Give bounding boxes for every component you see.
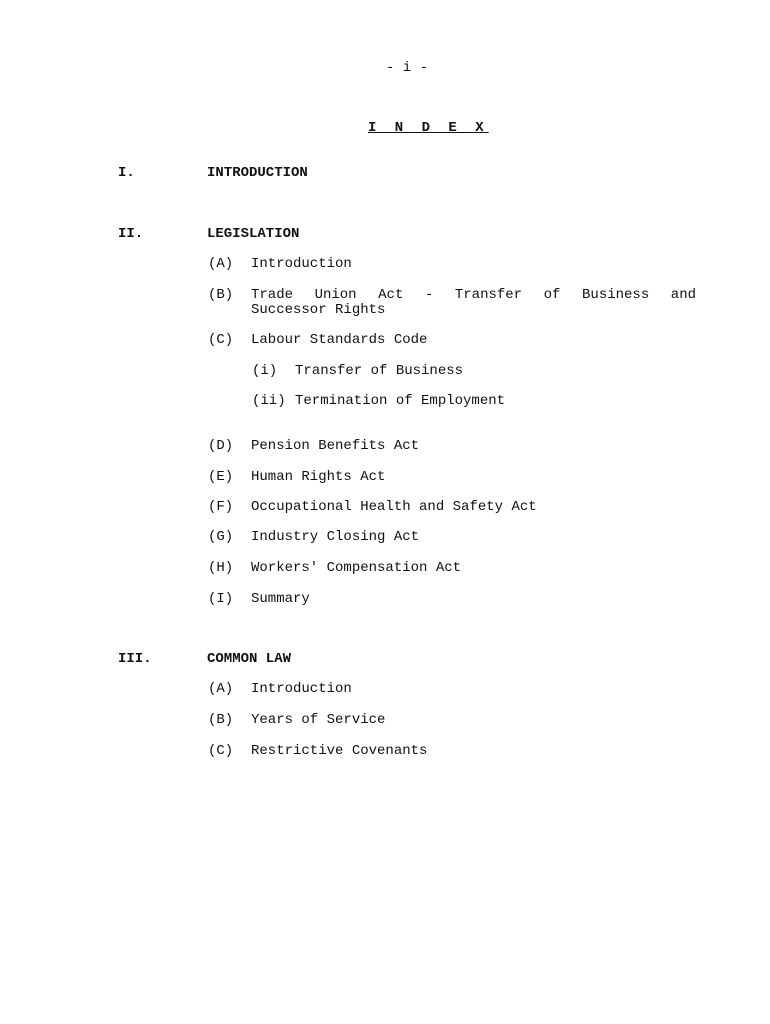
item-text: Introduction	[251, 256, 352, 272]
item-text: Workers' Compensation Act	[251, 560, 462, 576]
subitem-numeral: (i)	[252, 363, 278, 379]
subitem-numeral: (ii)	[252, 393, 286, 409]
item-letter: (H)	[208, 560, 234, 576]
item-text: Human Rights Act	[251, 469, 386, 485]
subitem-text: Transfer of Business	[295, 363, 464, 379]
item-text: Labour Standards Code	[251, 332, 428, 348]
section-numeral: I.	[118, 165, 135, 181]
section-numeral: II.	[118, 226, 144, 242]
item-text: Years of Service	[251, 712, 386, 728]
item-letter: (I)	[208, 591, 234, 607]
item-letter: (C)	[208, 332, 234, 348]
item-letter: (B)	[208, 712, 234, 728]
index-title: I N D E X	[368, 120, 489, 136]
item-text: Pension Benefits Act	[251, 438, 420, 454]
item-text: Introduction	[251, 681, 352, 697]
item-text: Trade Union Act - Transfer of Business and	[251, 287, 696, 303]
item-text: Restrictive Covenants	[251, 743, 428, 759]
item-text: Summary	[251, 591, 310, 607]
section-heading-legislation: LEGISLATION	[207, 226, 300, 242]
item-letter: (A)	[208, 681, 234, 697]
section-heading-introduction: INTRODUCTION	[207, 165, 308, 181]
item-letter: (G)	[208, 529, 234, 545]
item-text-continued: Successor Rights	[251, 302, 386, 318]
item-letter: (F)	[208, 499, 234, 515]
subitem-text: Termination of Employment	[295, 393, 506, 409]
item-letter: (E)	[208, 469, 234, 485]
page-number: - i -	[386, 60, 429, 76]
item-text: Industry Closing Act	[251, 529, 420, 545]
item-letter: (A)	[208, 256, 234, 272]
item-text: Occupational Health and Safety Act	[251, 499, 537, 515]
item-letter: (B)	[208, 287, 234, 303]
item-letter: (D)	[208, 438, 234, 454]
section-heading-common-law: COMMON LAW	[207, 651, 292, 667]
item-letter: (C)	[208, 743, 234, 759]
section-numeral: III.	[118, 651, 152, 667]
